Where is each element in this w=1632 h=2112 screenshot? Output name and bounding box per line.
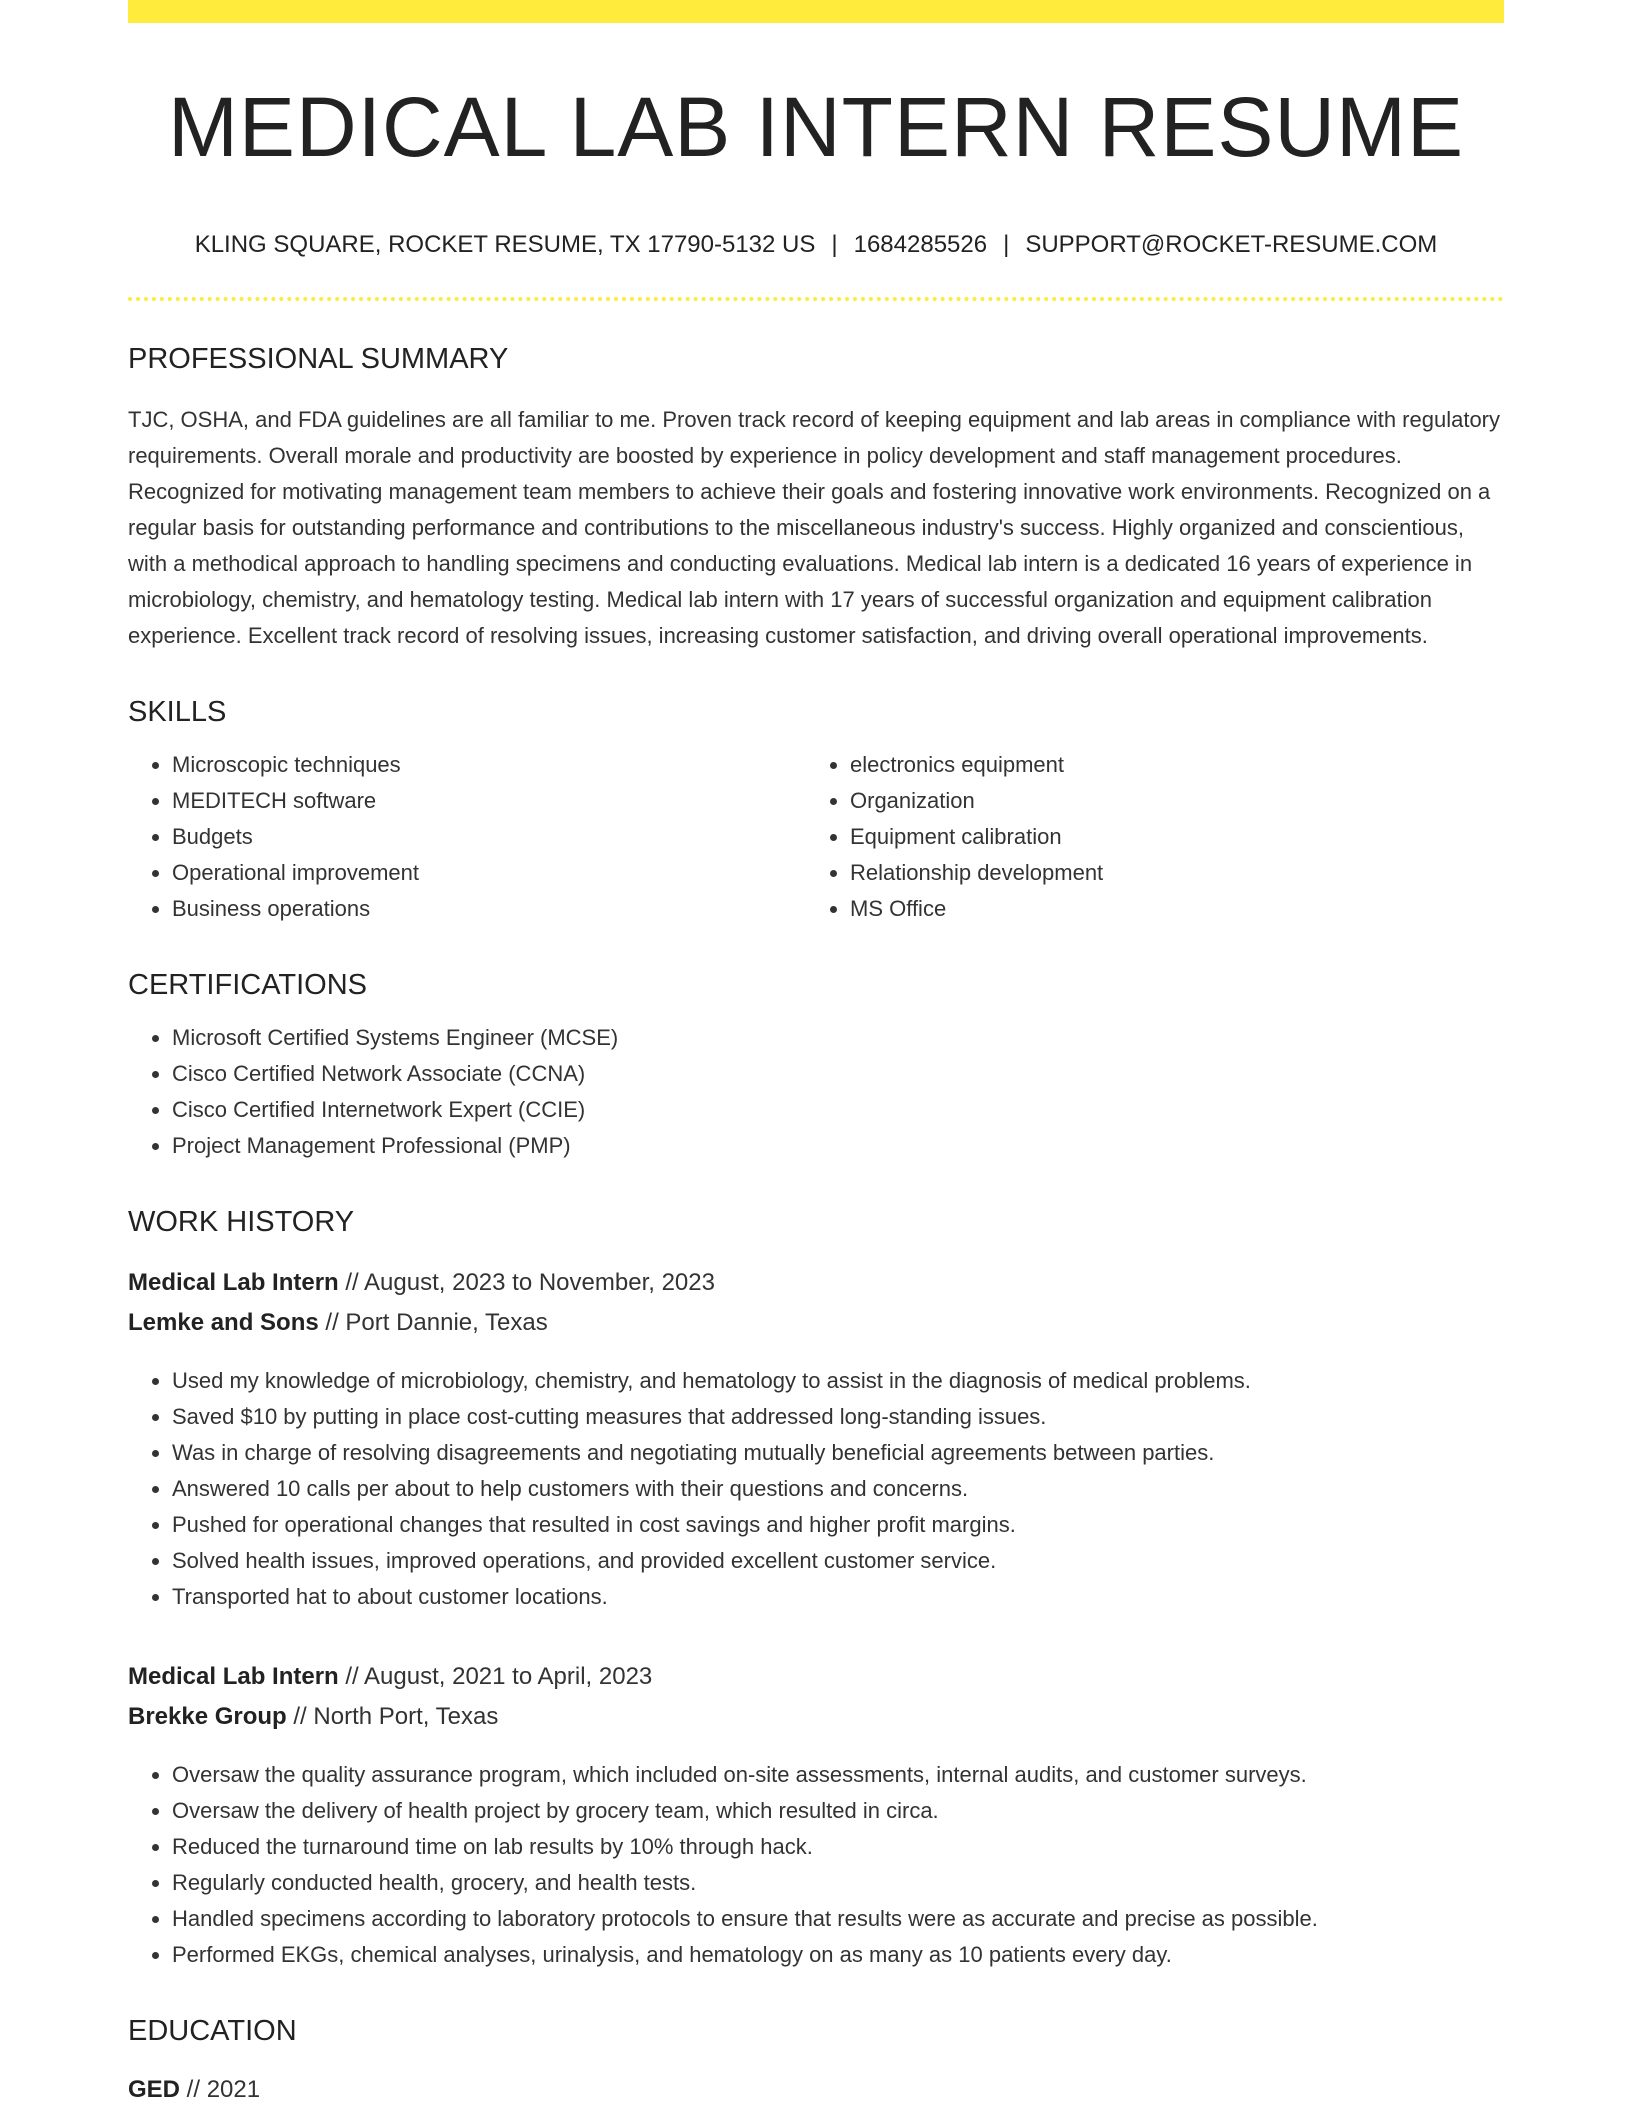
- job-company: Brekke Group: [128, 1703, 287, 1730]
- job-bullet: • Reduced the turnaround time on lab results by 10% through hack.: [172, 1829, 1504, 1865]
- job-entry: [128, 1263, 1504, 1615]
- job-bullets: [128, 1363, 1504, 1615]
- job-bullet: • Oversaw the quality assurance program, which included on-site assessments, internal audits, and customer surveys.: [172, 1757, 1504, 1793]
- skills-grid: [128, 747, 1504, 927]
- job-bullet: • Was in charge of resolving disagreements and negotiating mutually beneficial agreements between parties.: [172, 1435, 1504, 1471]
- contact-separator: |: [831, 231, 838, 258]
- job-title: Medical Lab Intern: [128, 1663, 339, 1690]
- resume-page: [128, 0, 1504, 2110]
- education-line: [128, 2070, 1504, 2110]
- skill-item: • electronics equipment: [850, 747, 1484, 783]
- certifications-heading: CERTIFICATIONS: [128, 969, 367, 1001]
- certification-item: • Microsoft Certified Systems Engineer (MCSE): [172, 1020, 1504, 1056]
- job-bullet: • Handled specimens according to laboratory protocols to ensure that results were as accurate and precise as possible.: [172, 1901, 1504, 1937]
- certification-item: • Cisco Certified Network Associate (CCNA): [172, 1056, 1504, 1092]
- skill-item: • Budgets: [172, 819, 806, 855]
- skill-item: • MS Office: [850, 891, 1484, 927]
- job-bullet: • Regularly conducted health, grocery, and health tests.: [172, 1865, 1504, 1901]
- contact-email: SUPPORT@ROCKET-RESUME.COM: [1025, 231, 1438, 258]
- contact-line: [128, 231, 1504, 259]
- accent-top-bar: [128, 0, 1504, 23]
- skill-item: • Microscopic techniques: [172, 747, 806, 783]
- education-heading: EDUCATION: [128, 2015, 297, 2047]
- job-company-line: [128, 1697, 1504, 1737]
- skill-item: • Organization: [850, 783, 1484, 819]
- job-title-line: [128, 1657, 1504, 1697]
- skills-list-left: [128, 747, 806, 927]
- summary-heading: PROFESSIONAL SUMMARY: [128, 343, 509, 375]
- work-history-heading: WORK HISTORY: [128, 1206, 355, 1238]
- job-title-line: [128, 1263, 1504, 1303]
- job-bullet: • Performed EKGs, chemical analyses, urinalysis, and hematology on as many as 10 patients every day.: [172, 1937, 1504, 1973]
- job-dates: // August, 2021 to April, 2023: [338, 1663, 653, 1690]
- contact-phone: 1684285526: [853, 231, 988, 258]
- job-bullet: • Saved $10 by putting in place cost-cutting measures that addressed long-standing issues.: [172, 1399, 1504, 1435]
- skill-item: • Business operations: [172, 891, 806, 927]
- education-degree: GED: [128, 2076, 181, 2103]
- job-bullet: • Answered 10 calls per about to help customers with their questions and concerns.: [172, 1471, 1504, 1507]
- skill-item: • Equipment calibration: [850, 819, 1484, 855]
- job-title: Medical Lab Intern: [128, 1269, 339, 1296]
- certifications-list: [128, 1020, 1504, 1164]
- skill-item: • Relationship development: [850, 855, 1484, 891]
- job-bullet: • Pushed for operational changes that resulted in cost savings and higher profit margins.: [172, 1507, 1504, 1543]
- skills-list-right: [806, 747, 1484, 927]
- job-bullet: • Oversaw the delivery of health project by grocery team, which resulted in circa.: [172, 1793, 1504, 1829]
- job-bullet: • Solved health issues, improved operations, and provided excellent customer service.: [172, 1543, 1504, 1579]
- education-year: // 2021: [180, 2076, 261, 2103]
- skills-heading: SKILLS: [128, 696, 227, 728]
- job-location: // Port Dannie, Texas: [318, 1309, 548, 1336]
- summary-text: TJC, OSHA, and FDA guidelines are all familiar to me. Proven track record of keeping equipment and lab areas in compliance with regulatory requirements. Overall morale and productivity are boosted by experience in policy development and staff management procedures. Recognized for motivating management team members to achieve their goals and fostering innovative work environments. Recognized on a regular basis for outstanding performance and contributions to the miscellaneous industry's success. Highly organized and conscientious, with a methodical approach to handling specimens and conducting evaluations. Medical lab intern is a dedicated 16 years of experience in microbiology, chemistry, and hematology testing. Medical lab intern with 17 years of successful organization and equipment calibration experience. Excellent track record of resolving issues, increasing customer satisfaction, and driving overall operational improvements.: [128, 407, 1501, 648]
- skill-item: • Operational improvement: [172, 855, 806, 891]
- job-bullet: • Used my knowledge of microbiology, chemistry, and hematology to assist in the diagnosis of medical problems.: [172, 1363, 1504, 1399]
- certification-item: • Project Management Professional (PMP): [172, 1128, 1504, 1164]
- job-entry: [128, 1657, 1504, 1973]
- contact-separator: |: [1003, 231, 1010, 258]
- job-company-line: [128, 1303, 1504, 1343]
- dotted-divider: [128, 297, 1504, 301]
- resume-title: MEDICAL LAB INTERN RESUME: [167, 80, 1465, 174]
- job-bullets: [128, 1757, 1504, 1973]
- certification-item: • Cisco Certified Internetwork Expert (CCIE): [172, 1092, 1504, 1128]
- skill-item: • MEDITECH software: [172, 783, 806, 819]
- job-bullet: • Transported hat to about customer locations.: [172, 1579, 1504, 1615]
- job-location: // North Port, Texas: [286, 1703, 499, 1730]
- contact-address: KLING SQUARE, ROCKET RESUME, TX 17790-5132 US: [194, 231, 816, 258]
- job-dates: // August, 2023 to November, 2023: [338, 1269, 715, 1296]
- job-company: Lemke and Sons: [128, 1309, 319, 1336]
